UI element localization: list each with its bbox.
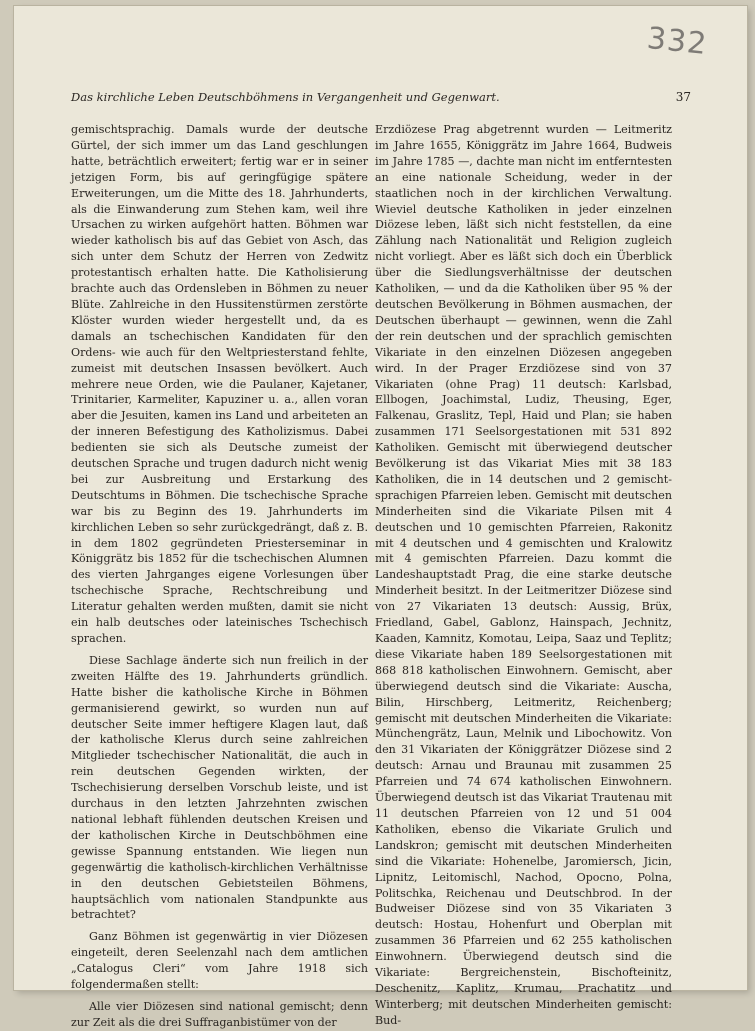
right-column [375,122,672,1029]
left-column [71,122,368,1031]
page-number: 37 [675,90,691,104]
pencil-page-mark: 332 [645,20,709,63]
paragraph: Diese Sachlage änderte sich nun freilich in der zweiten Hälfte des 19. Jahrhunderts gründlich. Hatte bisher die katholische Kirche in Böhmen germanisierend gewirkt, so wurden nun auf deutscher Seite immer heftigere Klagen laut, daß der katholische Klerus durch seine zahlreichen Mitglieder tschechischer Nationalität, die auch in rein deutschen Gegenden wirkten, der Tschechisierung derselben Vorschub leiste, und ist durchaus in den letzten Jahrzehnten zwischen national lebhaft fühlenden deutschen Kreisen und der katholischen Kirche in Deutschböhmen eine gewisse Spannung entstanden. Wie liegen nun gegenwärtig die katholisch-kirchlichen Verhältnisse in den deutschen Gebietsteilen Böhmens, hauptsächlich vom nationalen Standpunkte aus betrachtet? [71,653,368,922]
document-page [14,6,747,1029]
paragraph: Ganz Böhmen ist gegenwärtig in vier Diözesen eingeteilt, deren Seelenzahl nach dem amtlichen „Catalogus Cleri“ vom Jahre 1918 sich folgendermaßen stellt: [71,930,368,992]
running-title: Das kirchliche Leben Deutschböhmens in Vergangenheit und Gegenwart. [71,90,500,104]
paragraph: gemischtsprachig. Damals wurde der deutsche Gürtel, der sich immer um das Land geschlungen hatte, beträchtlich erweitert; fertig war er in seiner jetzigen Form, bis auf geringfügige spätere Erweiterungen, um die Mitte des 18. Jahrhunderts, als die Einwanderung zum Stehen kam, weil ihre Ursachen zu wirken aufgehört hatten. Böhmen war wieder katholisch bis auf das Gebiet von Asch, das sich unter dem Schutz der Herren von Zedwitz protestantisch erhalten hatte. Die Katholisierung brachte auch das Ordensleben in Böhmen zu neuer Blüte. Zahlreiche in den Hussitenstürmen zerstörte Klöster wurden wieder hergestellt und, da es damals an tschechischen Kandidaten für den Ordens- wie auch für den Weltpriesterstand fehlte, zumeist mit deutschen Insassen bevölkert. Auch mehrere neue Orden, wie die Paulaner, Kajetaner, Trinitarier, Karmeliter, Kapuziner u. a., allen voran aber die Jesuiten, kamen ins Land und arbeiteten an der inneren Befestigung des Katholizismus. Dabei bedienten sie sich als Deutsche zumeist der deutschen Sprache und trugen dadurch nicht wenig bei zur Ausbreitung und Erstarkung des Deutschtums in Böhmen. Die tschechische Sprache war bis zu Beginn des 19. Jahrhunderts im kirchlichen Leben so sehr zurückgedrängt, daß z. B. in dem 1802 gegründeten Priesterseminar in Königgrätz bis 1852 für die tschechischen Alumnen des vierten Jahrganges eigene Vorlesungen über tschechische Sprache, Rechtschreibung und Literatur gehalten werden mußten, damit sie nicht ein halb deutsches oder lateinisches Tschechisch sprachen. [71,123,368,645]
paragraph: Alle vier Diözesen sind national gemischt; denn zur Zeit als die drei Suffraganbistümer von der [71,999,368,1029]
paragraph: Erzdiözese Prag abgetrennt wurden — Leitmeritz im Jahre 1655, Königgrätz im Jahre 1664, Budweis im Jahre 1785 —, dachte man nicht im entferntesten an eine nationale Scheidung, weder in der staatlichen noch in der kirchlichen Verwaltung. Wieviel deutsche Katholiken in jeder einzelnen Diözese leben, läßt sich nicht feststellen, da eine Zählung nach Nationalität und Religion zugleich nicht vorliegt. Aber es läßt sich doch ein Überblick über die Siedlungsverhältnisse der deutschen Katholiken, — und da die Katholiken über 95 % der deutschen Bevölkerung in Böhmen ausmachen, der Deutschen überhaupt — gewinnen, wenn die Zahl der rein deutschen und der sprachlich gemischten Vikariate in den einzelnen Diözesen angegeben wird. In der Prager Erzdiözese sind von 37 Vikariaten (ohne Prag) 11 deutsch: Karlsbad, Ellbogen, Joachimstal, Ludiz, Theusing, Eger, Falkenau, Graslitz, Tepl, Haid und Plan; sie haben zusammen 171 Seelsorgestationen mit 531 892 Katholiken. Gemischt mit überwiegend deutscher Bevölkerung ist das Vikariat Mies mit 38 183 Katholiken, die in 14 deutschen und 2 gemischt-sprachigen Pfarreien leben. Gemischt mit deutschen Minderheiten sind die Vikariate Pilsen mit 4 deutschen und 10 gemischten Pfarreien, Rakonitz mit 4 deutschen und 4 gemischten und Kralowitz mit 4 gemischten Pfarreien. Dazu kommt die Landeshauptstadt Prag, die eine starke deutsche Minderheit besitzt. In der Leitmeritzer Diözese sind von 27 Vikariaten 13 deutsch: Aussig, Brüx, Friedland, Gabel, Gablonz, Hainspach, Jechnitz, Kaaden, Kamnitz, Komotau, Leipa, Saaz und Teplitz; diese Vikariate haben 189 Seelsorgestationen mit 868 818 katholischen Einwohnern. Gemischt, aber überwiegend deutsch sind die Vikariate: Auscha, Bilin, Hirschberg, Leitmeritz, Reichenberg; gemischt mit deutschen Minderheiten die Vikariate: Münchengrätz, Laun, Melnik und Libochowitz. Von den 31 Vikariaten der Königgrätzer Diözese sind 2 deutsch: Arnau und Braunau mit zusammen 25 Pfarreien und 74 674 katholischen Einwohnern. Überwiegend deutsch ist das Vikariat Trautenau mit 11 deutschen Pfarreien von 12 und 51 004 Katholiken, ebenso die Vikariate Grulich und Landskron; gemischt mit deutschen Minderheiten sind die Vikariate: Hohenelbe, Jaromiersch, Jicin, Lipnitz, Leitomischl, Nachod, Opocno, Polna, Politschka, Reichenau und Deutschbrod. In der Budweiser Diözese sind von 35 Vikariaten 3 deutsch: Hostau, Hohenfurt und Oberplan mit zusammen 36 Pfarreien und 62 255 katholischen Einwohnern. Überwiegend deutsch sind die Vikariate: Bergreichenstein, Bischofteinitz, Deschenitz, Kaplitz, Krumau, Prachatitz und Winterberg; mit deutschen Minderheiten gemischt: Bud- [375,123,672,1027]
running-header [71,90,691,104]
